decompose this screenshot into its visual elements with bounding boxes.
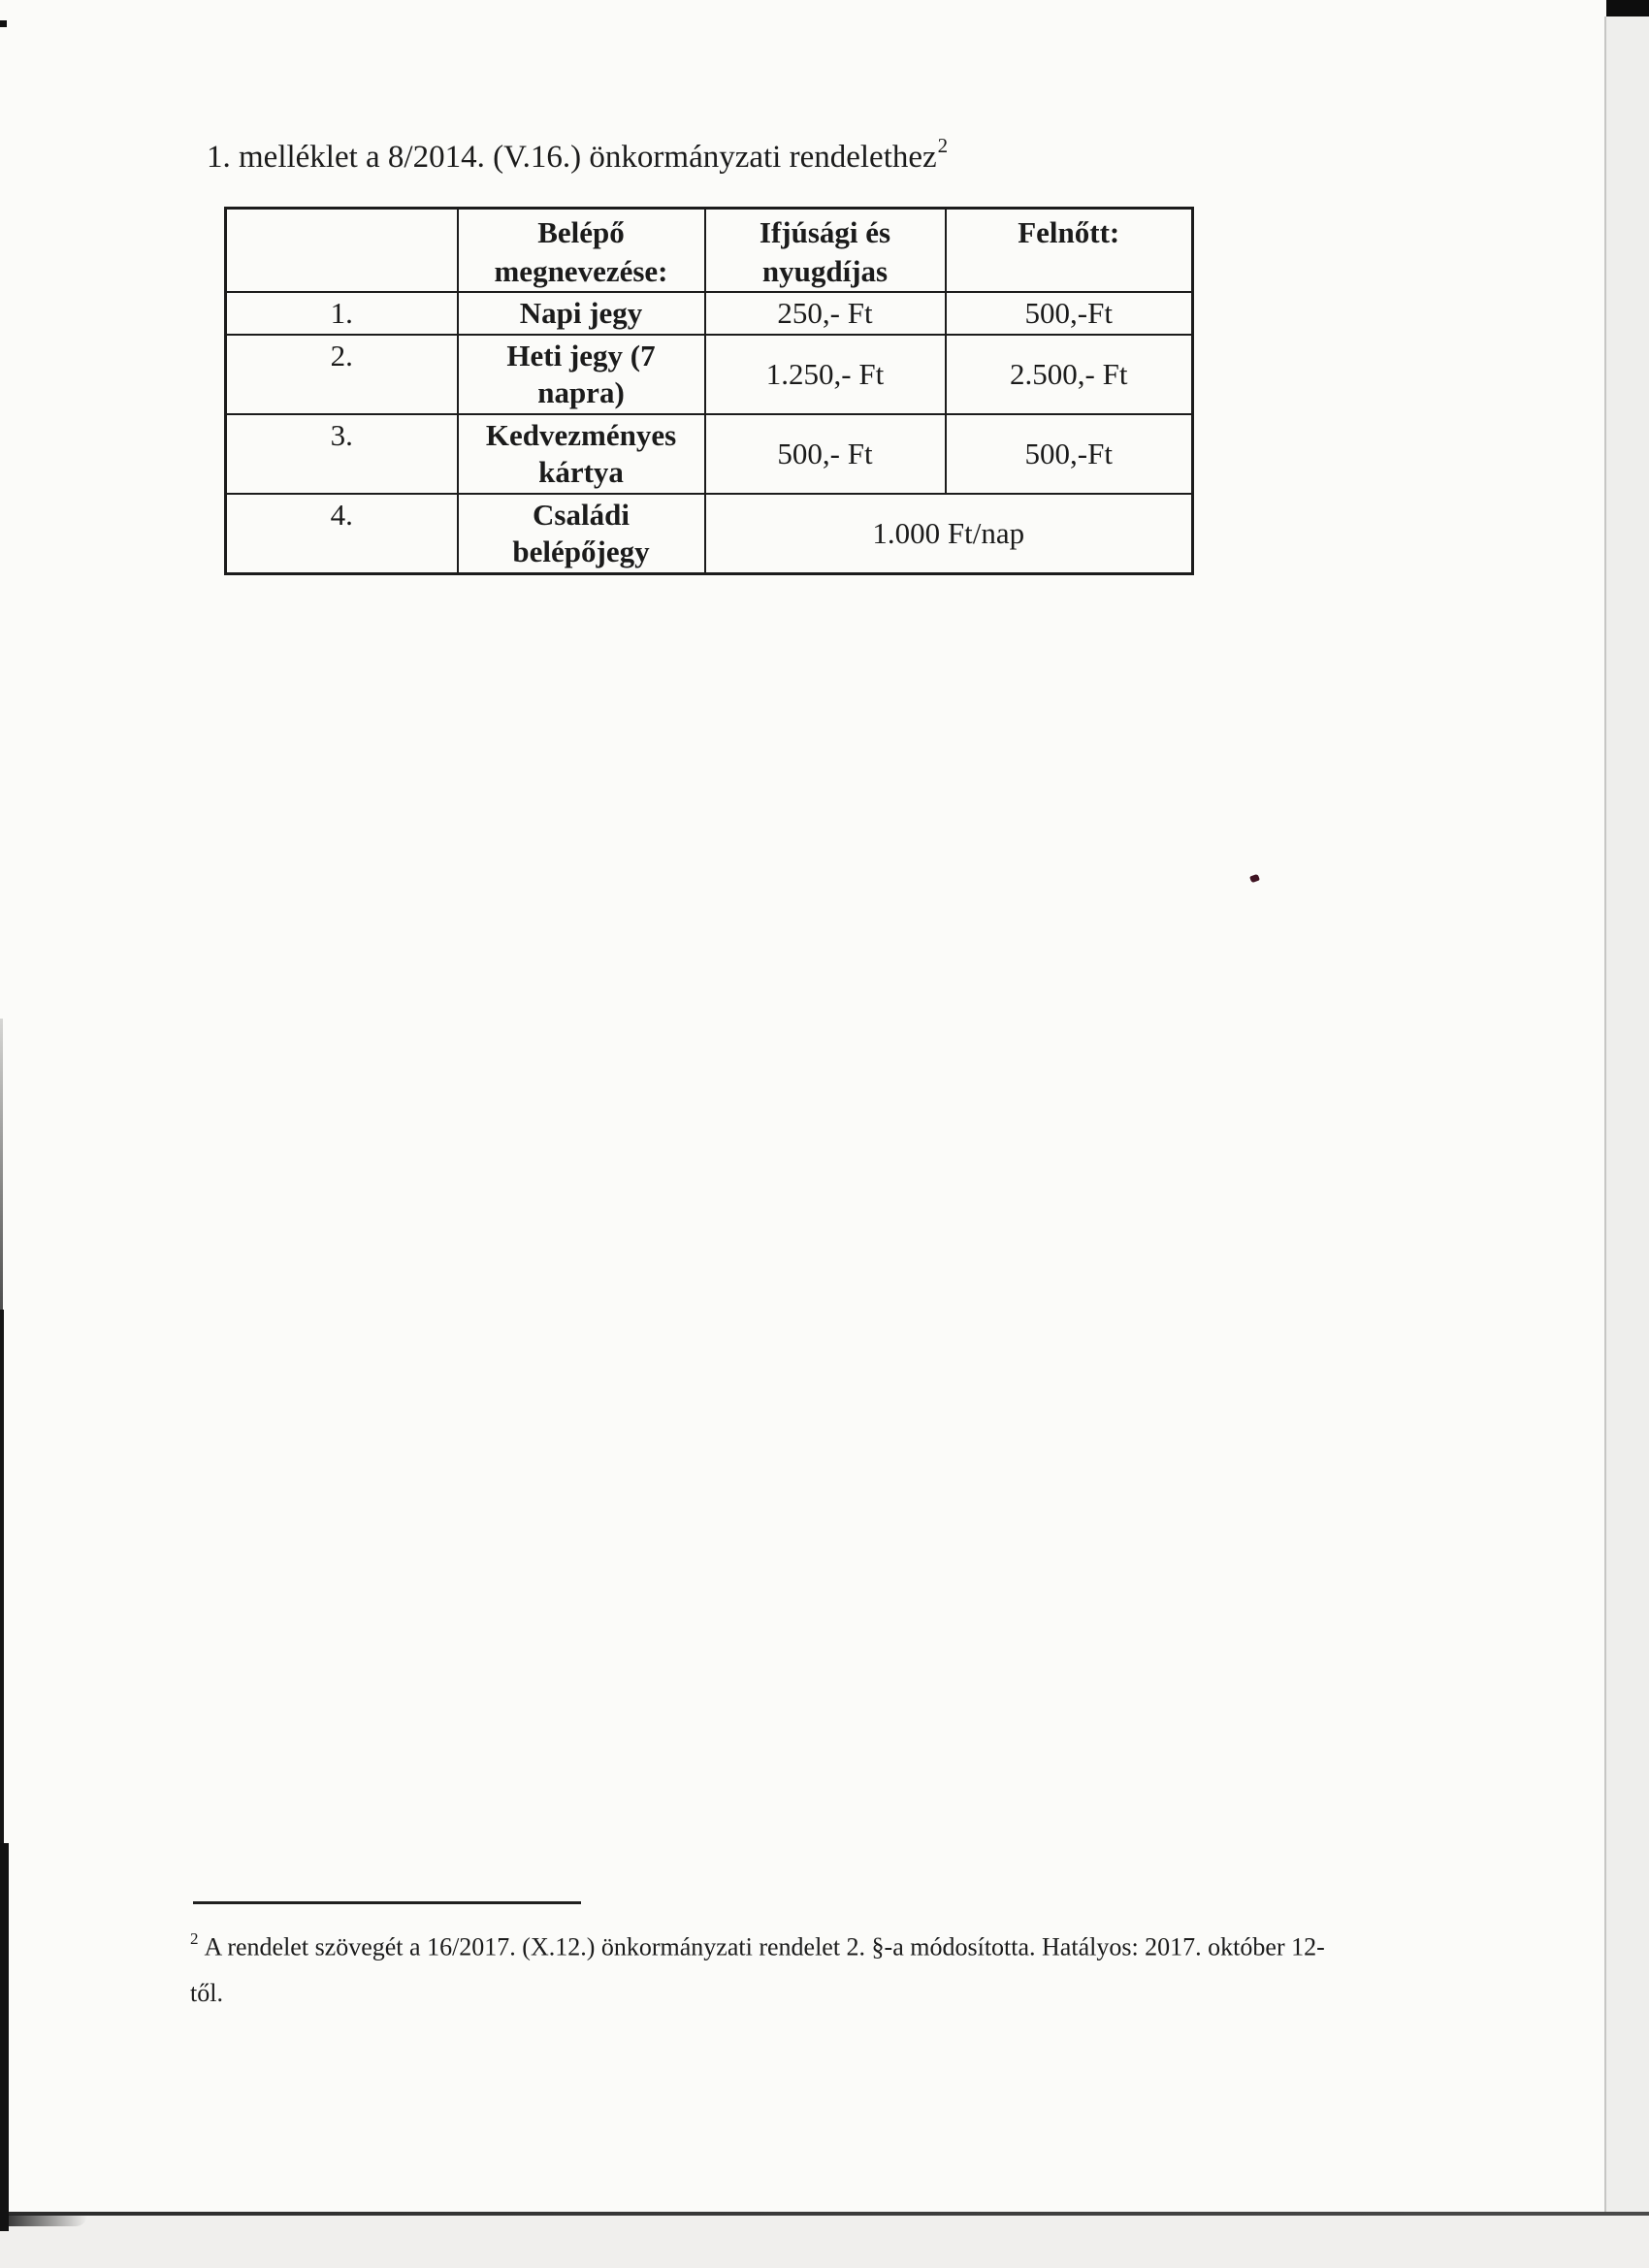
page-title-text: 1. melléklet a 8/2014. (V.16.) önkormányzati rendelethez [207,140,937,175]
paper-right-edge-line [1604,16,1606,2212]
scan-right-margin-strip [1606,16,1649,2212]
combined-price: 1.000 Ft/nap [705,494,1193,574]
footnote-marker: 2 [190,1929,199,1948]
header-youth-line1: Ifjúsági és [759,215,891,249]
scan-corner-black-block [1606,0,1649,16]
ticket-name: Napi jegy [458,292,705,335]
table-header-row [226,209,1193,293]
table-row [226,335,1193,414]
ticket-name: Kedvezményes kártya [458,414,705,494]
table-row [226,494,1193,574]
youth-price: 500,- Ft [705,414,946,494]
adult-price: 2.500,- Ft [946,335,1193,414]
page-title [207,129,947,177]
ticket-name: Családi belépőjegy [458,494,705,574]
table-row [226,292,1193,335]
ink-speck [1249,874,1260,884]
header-youth-line2: nyugdíjas [761,254,889,288]
footnote-separator-rule [193,1901,581,1904]
ticket-name: Heti jegy (7 napra) [458,335,705,414]
header-adult: Felnőtt: [946,209,1193,293]
youth-price: 1.250,- Ft [705,335,946,414]
row-number: 3. [226,414,458,494]
paper-bottom-edge-line [0,2212,1649,2216]
footnote-text-line2: től. [190,1978,223,2007]
scan-left-edge-faint [0,1019,3,1310]
row-number: 2. [226,335,458,414]
header-ticket-name-line2: megnevezése: [494,254,668,288]
scan-left-edge-low [0,1843,9,2231]
footnote-line1 [190,1918,1451,1970]
table-row [226,414,1193,494]
footnote-text-line1: A rendelet szövegét a 16/2017. (X.12.) önkormányzati rendelet 2. §-a módosította. Hatályos: 2017. október 12- [204,1932,1325,1961]
adult-price: 500,-Ft [946,292,1193,335]
header-ticket-name [458,209,705,293]
row-number: 1. [226,292,458,335]
header-ticket-name-line1: Belépő [537,215,625,249]
price-table [224,207,1194,575]
page-title-footnote-ref: 2 [937,134,949,157]
header-youth-pensioner [705,209,946,293]
row-number: 4. [226,494,458,574]
paper-edge-smudge [0,2215,87,2226]
scanner-background-bottom [0,2216,1649,2268]
scan-edge-dash [0,20,7,27]
youth-price: 250,- Ft [705,292,946,335]
header-blank [226,209,458,293]
adult-price: 500,-Ft [946,414,1193,494]
scan-left-edge-mid [0,1310,4,1843]
footnote [190,1918,1451,2016]
